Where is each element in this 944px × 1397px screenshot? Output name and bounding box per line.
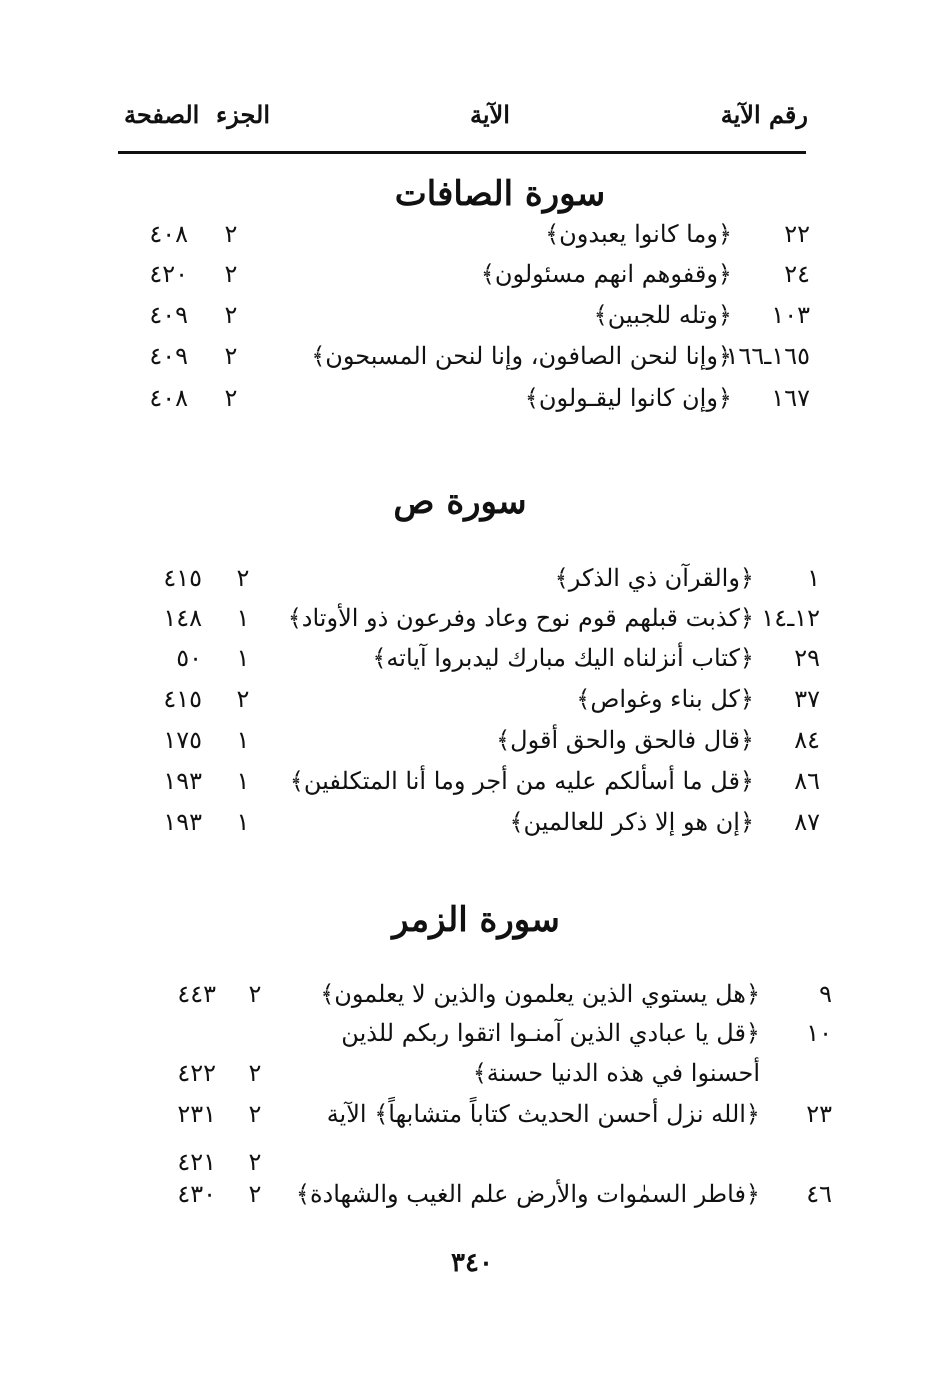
juz-value: ٢ bbox=[248, 980, 262, 1008]
ayah-text: ﴿قل يا عبادي الذين آمنـوا اتقوا ربكم للذين bbox=[341, 1019, 760, 1047]
section-title-saffat: سورة الصافات bbox=[394, 174, 606, 214]
juz-value: ٢ bbox=[248, 1148, 262, 1176]
ayah-text: ﴿وقفوهم انهم مسئولون﴾ bbox=[480, 260, 732, 288]
page-value: ٤٢٠ bbox=[149, 260, 188, 288]
juz-value: ١ bbox=[236, 604, 250, 632]
juz-value: ١ bbox=[236, 644, 250, 672]
juz-value: ٢ bbox=[248, 1180, 262, 1208]
ayah-text: أحسنوا في هذه الدنيا حسنة﴾ bbox=[472, 1059, 760, 1087]
ayah-number: ٢٢ bbox=[784, 220, 810, 248]
ayah-number: ١٠ bbox=[806, 1019, 832, 1047]
ayah-number: ٨٤ bbox=[794, 726, 820, 754]
header-ayah-number: رقم الآية bbox=[720, 100, 808, 129]
ayah-text: ﴿وتله للجبين﴾ bbox=[593, 301, 732, 329]
juz-value: ٢ bbox=[224, 260, 238, 288]
ayah-number: ١٦٥ـ١٦٦ bbox=[725, 342, 810, 370]
header-page: الصفحة bbox=[124, 100, 200, 129]
page-value: ٢٣١ bbox=[177, 1100, 216, 1128]
header-ayah: الآية bbox=[470, 100, 510, 129]
ayah-text: ﴿هل يستوي الذين يعلمون والذين لا يعلمون﴾ bbox=[320, 980, 760, 1008]
juz-value: ٢ bbox=[224, 384, 238, 412]
page-value: ٤٠٩ bbox=[149, 342, 188, 370]
juz-value: ١ bbox=[236, 808, 250, 836]
page-value: ٥٠ bbox=[176, 644, 202, 672]
page-value: ١٩٣ bbox=[163, 767, 202, 795]
ayah-text: ﴿كتاب أنزلناه اليك مبارك ليدبروا آياته﴾ bbox=[372, 644, 754, 672]
juz-value: ٢ bbox=[224, 220, 238, 248]
page-value: ٤٤٣ bbox=[177, 980, 216, 1008]
ayah-number: ٣٧ bbox=[794, 685, 820, 713]
page-value: ٤١٥ bbox=[163, 685, 202, 713]
ayah-text: ﴿كذبت قبلهم قوم نوح وعاد وفرعون ذو الأوتاد﴾ bbox=[287, 604, 754, 632]
ayah-number: ٢٤ bbox=[784, 260, 810, 288]
ayah-text: ﴿الله نزل أحسن الحديث كتاباً متشابهاً﴾ الآية bbox=[326, 1100, 760, 1128]
ayah-number: ١٢ـ١٤ bbox=[761, 604, 820, 632]
page-value: ٤٠٨ bbox=[149, 384, 188, 412]
juz-value: ٢ bbox=[248, 1059, 262, 1087]
ayah-number: ٨٦ bbox=[794, 767, 820, 795]
juz-value: ٢ bbox=[248, 1100, 262, 1128]
header-rule bbox=[118, 151, 806, 154]
ayah-text: ﴿كل بناء وغواص﴾ bbox=[576, 685, 754, 713]
ayah-text: ﴿إن هو إلا ذكر للعالمين﴾ bbox=[509, 808, 754, 836]
ayah-text: ﴿قل ما أسألكم عليه من أجر وما أنا المتكلفين﴾ bbox=[289, 767, 754, 795]
page-value: ١٩٣ bbox=[163, 808, 202, 836]
ayah-number: ٢٣ bbox=[806, 1100, 832, 1128]
juz-value: ١ bbox=[236, 726, 250, 754]
ayah-number: ٤٦ bbox=[806, 1180, 832, 1208]
ayah-text: ﴿وإنا لنحن الصافون، وإنا لنحن المسبحون﴾ bbox=[311, 342, 732, 370]
ayah-number: ٨٧ bbox=[794, 808, 820, 836]
page-value: ١٤٨ bbox=[163, 604, 202, 632]
page-value: ٤٢٢ bbox=[177, 1059, 216, 1087]
ayah-text: ﴿والقرآن ذي الذكر﴾ bbox=[554, 564, 754, 592]
page-value: ٤٠٩ bbox=[149, 301, 188, 329]
page-value: ١٧٥ bbox=[163, 726, 202, 754]
ayah-number: ١ bbox=[807, 564, 820, 592]
ayah-number: ٢٩ bbox=[794, 644, 820, 672]
juz-value: ٢ bbox=[224, 301, 238, 329]
page-number: ٣٤٠ bbox=[451, 1248, 493, 1278]
ayah-text: ﴿قال فالحق والحق أقول﴾ bbox=[496, 726, 754, 754]
ayah-number: ١٠٣ bbox=[771, 301, 810, 329]
section-title-sad: سورة ص bbox=[393, 482, 527, 522]
ayah-text: ﴿فاطر السمٰوات والأرض علم الغيب والشهادة﴾ bbox=[295, 1180, 760, 1208]
ayah-number: ٩ bbox=[819, 980, 832, 1008]
ayah-text: ﴿وما كانوا يعبدون﴾ bbox=[545, 220, 732, 248]
ayah-text: ﴿وإن كانوا ليقـولون﴾ bbox=[524, 384, 732, 412]
page-value: ٤٢١ bbox=[177, 1148, 216, 1176]
page-value: ٤٠٨ bbox=[149, 220, 188, 248]
section-title-zumar: سورة الزمر bbox=[392, 900, 560, 940]
juz-value: ١ bbox=[236, 767, 250, 795]
ayah-number: ١٦٧ bbox=[771, 384, 810, 412]
juz-value: ٢ bbox=[236, 685, 250, 713]
juz-value: ٢ bbox=[236, 564, 250, 592]
header-juz: الجزء bbox=[216, 100, 270, 129]
page-value: ٤١٥ bbox=[163, 564, 202, 592]
page-value: ٤٣٠ bbox=[177, 1180, 216, 1208]
juz-value: ٢ bbox=[224, 342, 238, 370]
